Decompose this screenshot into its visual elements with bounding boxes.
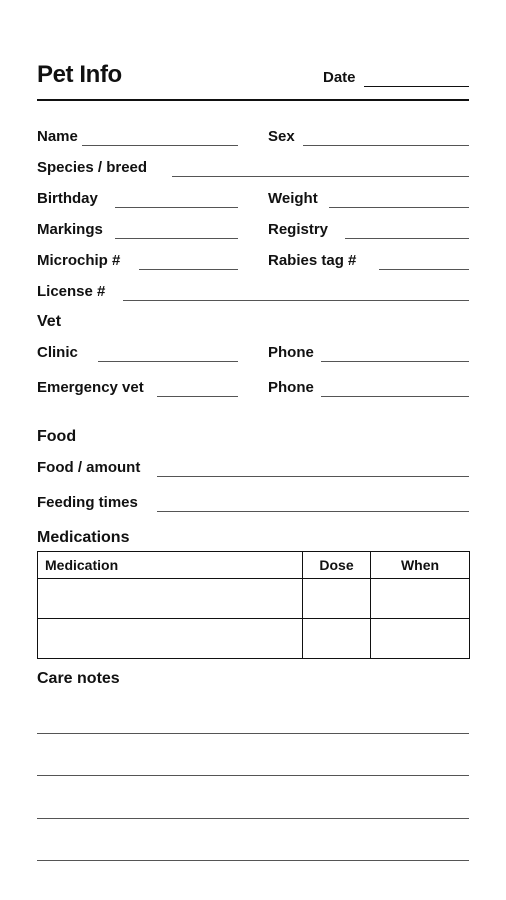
food-amount-label: Food / amount	[37, 459, 141, 476]
medication-cell[interactable]	[38, 579, 303, 619]
emergency-phone-field[interactable]	[321, 396, 469, 397]
food-heading: Food	[37, 428, 77, 445]
clinic-phone-field[interactable]	[321, 361, 469, 362]
sex-field[interactable]	[303, 145, 469, 146]
date-label: Date	[323, 69, 356, 86]
emergency-vet-field[interactable]	[157, 396, 238, 397]
rabies-tag-field[interactable]	[379, 269, 469, 270]
medications-heading: Medications	[37, 529, 130, 546]
dose-cell[interactable]	[303, 579, 371, 619]
medications-table	[37, 551, 470, 659]
clinic-phone-label: Phone	[268, 344, 314, 361]
when-cell[interactable]	[371, 619, 470, 659]
clinic-label: Clinic	[37, 344, 78, 361]
rabies-tag-label: Rabies tag #	[268, 252, 357, 269]
markings-label: Markings	[37, 221, 103, 238]
table-row	[38, 579, 470, 619]
date-field[interactable]	[364, 86, 469, 87]
clinic-field[interactable]	[98, 361, 238, 362]
birthday-label: Birthday	[37, 190, 98, 207]
species-breed-field[interactable]	[172, 176, 469, 177]
license-field[interactable]	[123, 300, 469, 301]
weight-field[interactable]	[329, 207, 469, 208]
medications-header-row	[38, 552, 470, 579]
birthday-field[interactable]	[115, 207, 238, 208]
license-label: License #	[37, 283, 106, 300]
markings-field[interactable]	[115, 238, 238, 239]
header-divider	[37, 99, 469, 101]
care-notes-line[interactable]	[37, 818, 469, 819]
medication-column-header: Medication	[38, 552, 303, 579]
table-row	[38, 619, 470, 659]
registry-field[interactable]	[345, 238, 469, 239]
dose-column-header: Dose	[303, 552, 371, 579]
registry-label: Registry	[268, 221, 329, 238]
care-notes-line[interactable]	[37, 860, 469, 861]
feeding-times-field[interactable]	[157, 511, 469, 512]
when-cell[interactable]	[371, 579, 470, 619]
vet-heading: Vet	[37, 313, 62, 330]
name-field[interactable]	[82, 145, 238, 146]
sex-label: Sex	[268, 128, 295, 145]
weight-label: Weight	[268, 190, 318, 207]
microchip-label: Microchip #	[37, 252, 121, 269]
page-title: Pet Info	[37, 61, 122, 88]
care-notes-heading: Care notes	[37, 670, 120, 687]
food-amount-field[interactable]	[157, 476, 469, 477]
emergency-phone-label: Phone	[268, 379, 314, 396]
care-notes-line[interactable]	[37, 775, 469, 776]
when-column-header: When	[371, 552, 470, 579]
microchip-field[interactable]	[139, 269, 238, 270]
care-notes-line[interactable]	[37, 733, 469, 734]
emergency-vet-label: Emergency vet	[37, 379, 144, 396]
feeding-times-label: Feeding times	[37, 494, 138, 511]
name-label: Name	[37, 128, 78, 145]
species-breed-label: Species / breed	[37, 159, 148, 176]
medication-cell[interactable]	[38, 619, 303, 659]
dose-cell[interactable]	[303, 619, 371, 659]
